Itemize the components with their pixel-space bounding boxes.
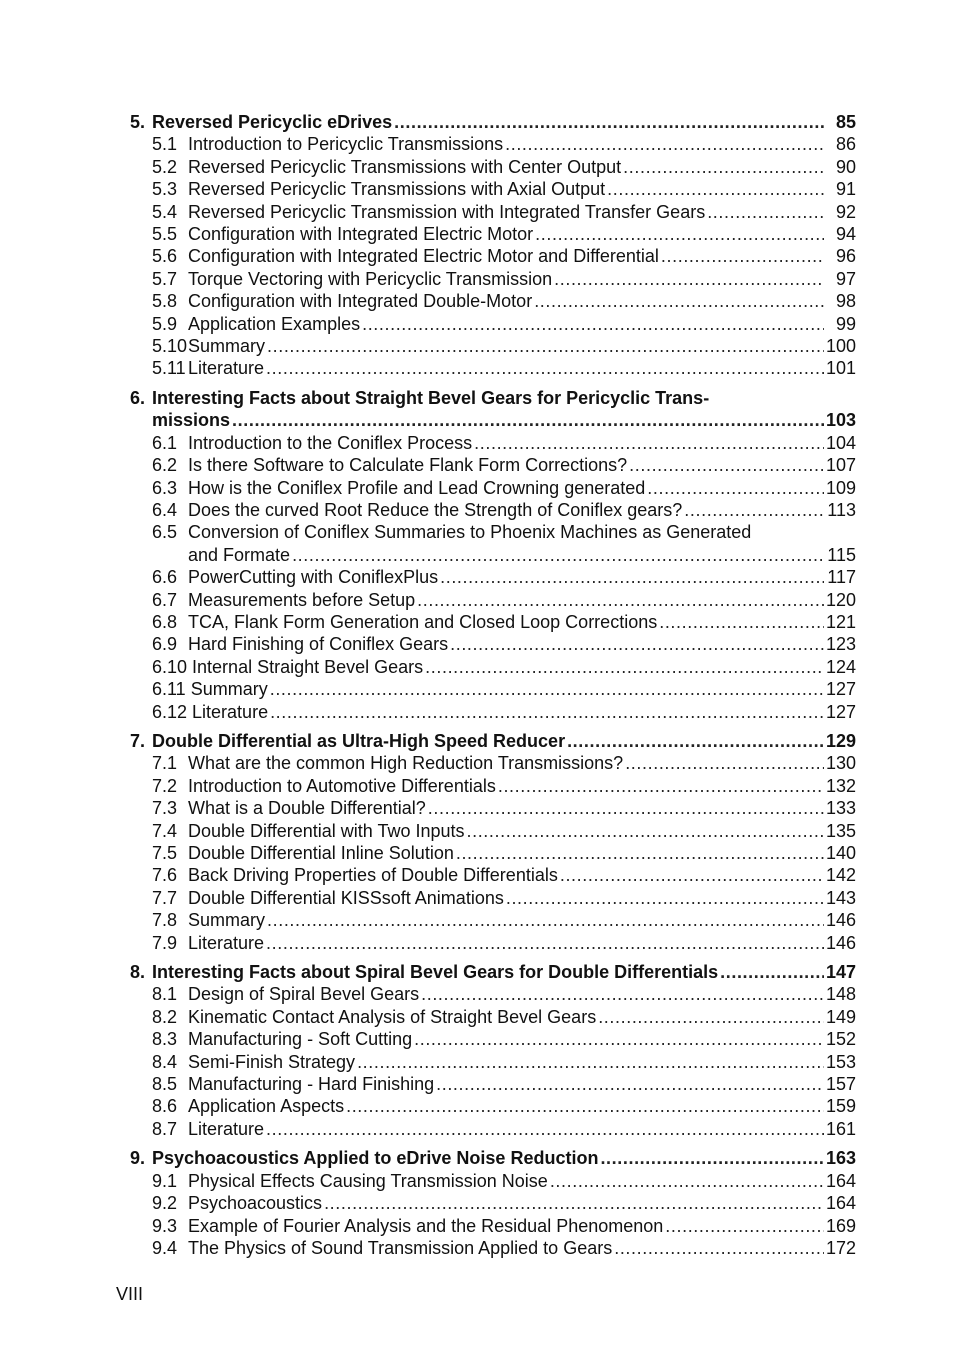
section-page: 101 bbox=[825, 358, 856, 379]
section-number: 8.1 bbox=[152, 984, 178, 1005]
toc-entry[interactable] bbox=[130, 133, 856, 155]
dot-leader bbox=[436, 1073, 824, 1095]
chapter-page: 85 bbox=[835, 112, 856, 132]
toc-entry[interactable] bbox=[130, 454, 856, 476]
dot-leader bbox=[292, 544, 824, 566]
section-page: 164 bbox=[825, 1170, 856, 1191]
section-page: 169 bbox=[825, 1215, 856, 1236]
section-number: 6.9 bbox=[152, 634, 178, 655]
section-title: Application Aspects bbox=[188, 1096, 345, 1117]
section-number: 9.2 bbox=[152, 1193, 178, 1214]
toc-entry[interactable] bbox=[130, 1118, 856, 1140]
dot-leader bbox=[414, 1028, 824, 1050]
chapter-heading-continued[interactable] bbox=[130, 409, 856, 431]
section-page: 159 bbox=[825, 1096, 856, 1117]
section-number: 6.3 bbox=[152, 477, 178, 498]
dot-leader bbox=[266, 357, 824, 379]
section-page: 86 bbox=[835, 134, 856, 155]
dot-leader bbox=[450, 633, 824, 655]
section-number: 6.1 bbox=[152, 432, 178, 453]
section-number: 5.6 bbox=[152, 246, 178, 267]
section-title: Torque Vectoring with Pericyclic Transmission bbox=[188, 268, 553, 289]
section-page: 161 bbox=[825, 1118, 856, 1139]
toc-chapter bbox=[130, 387, 856, 723]
dot-leader bbox=[456, 842, 824, 864]
toc-entry[interactable] bbox=[130, 909, 856, 931]
section-number: 7.8 bbox=[152, 910, 178, 931]
chapter-number: 5. bbox=[130, 112, 146, 132]
section-page: 146 bbox=[825, 910, 856, 931]
chapter-page: 103 bbox=[825, 410, 856, 431]
chapter-title: Interesting Facts about Spiral Bevel Gears for Double Differentials bbox=[152, 962, 719, 983]
dot-leader bbox=[554, 268, 824, 290]
chapter-heading[interactable] bbox=[130, 387, 856, 409]
section-page: 120 bbox=[825, 589, 856, 610]
section-title: Measurements before Setup bbox=[188, 589, 416, 610]
section-title: Reversed Pericyclic Transmissions with Center Output bbox=[188, 156, 622, 177]
section-page: 132 bbox=[825, 775, 856, 796]
dot-leader bbox=[270, 701, 824, 723]
toc-entry[interactable] bbox=[130, 1051, 856, 1073]
section-number: 7.4 bbox=[152, 820, 178, 841]
dot-leader bbox=[659, 611, 824, 633]
dot-leader bbox=[505, 133, 824, 155]
dot-leader bbox=[417, 589, 824, 611]
dot-leader bbox=[346, 1095, 824, 1117]
dot-leader bbox=[665, 1215, 824, 1237]
section-number: 9.1 bbox=[152, 1170, 178, 1191]
section-page: 117 bbox=[827, 567, 856, 588]
toc-entry[interactable] bbox=[130, 864, 856, 886]
chapter-title: Psychoacoustics Applied to eDrive Noise Reduction bbox=[152, 1148, 599, 1169]
dot-leader bbox=[684, 499, 824, 521]
chapter-number: 7. bbox=[130, 730, 146, 751]
toc-entry[interactable] bbox=[130, 432, 856, 454]
toc-entry[interactable] bbox=[130, 156, 856, 178]
section-page: 99 bbox=[835, 313, 856, 334]
dot-leader bbox=[428, 797, 824, 819]
section-title: Semi-Finish Strategy bbox=[188, 1051, 356, 1072]
section-title: TCA, Flank Form Generation and Closed Loop Corrections bbox=[188, 611, 658, 632]
chapter-title-continued: missions bbox=[152, 410, 231, 431]
section-number: 8.5 bbox=[152, 1074, 178, 1095]
toc-chapter bbox=[130, 1147, 856, 1259]
dot-leader bbox=[623, 156, 824, 178]
dot-leader bbox=[362, 313, 824, 335]
section-title: Manufacturing - Soft Cutting bbox=[188, 1029, 413, 1050]
toc-entry[interactable] bbox=[130, 335, 856, 357]
section-number: 5.4 bbox=[152, 201, 178, 222]
dot-leader bbox=[357, 1051, 824, 1073]
dot-leader bbox=[625, 752, 824, 774]
section-page: 109 bbox=[825, 477, 856, 498]
section-title: How is the Coniflex Profile and Lead Crowning generated bbox=[188, 477, 646, 498]
chapter-number: 6. bbox=[130, 387, 146, 408]
dot-leader bbox=[440, 566, 824, 588]
dot-leader bbox=[647, 477, 824, 499]
toc-entry[interactable] bbox=[130, 887, 856, 909]
section-title: What are the common High Reduction Transmissions? bbox=[188, 753, 624, 774]
toc-entry[interactable] bbox=[130, 201, 856, 223]
toc-entry[interactable] bbox=[130, 1095, 856, 1117]
section-page: 148 bbox=[825, 984, 856, 1005]
section-number: 7.1 bbox=[152, 753, 178, 774]
toc-chapter bbox=[130, 730, 856, 954]
section-number: 5.7 bbox=[152, 268, 178, 289]
toc-entry[interactable] bbox=[130, 820, 856, 842]
chapter-page: 147 bbox=[825, 962, 856, 983]
section-title: Double Differential KISSsoft Animations bbox=[188, 887, 504, 908]
section-number: 7.7 bbox=[152, 887, 178, 908]
dot-leader bbox=[266, 932, 824, 954]
section-title: PowerCutting with ConiflexPlus bbox=[188, 567, 439, 588]
section-title: Does the curved Root Reduce the Strength of Coniflex gears? bbox=[188, 499, 683, 520]
toc-entry[interactable] bbox=[130, 223, 856, 245]
chapter-heading[interactable] bbox=[130, 111, 856, 133]
toc-entry-continued[interactable] bbox=[130, 544, 856, 566]
chapter-page: 163 bbox=[825, 1148, 856, 1169]
toc-entry[interactable] bbox=[130, 775, 856, 797]
dot-leader bbox=[661, 245, 824, 267]
chapter-title: Reversed Pericyclic eDrives bbox=[152, 112, 393, 132]
section-title: Psychoacoustics bbox=[188, 1193, 323, 1214]
section-number: 7.6 bbox=[152, 865, 178, 886]
section-title: Configuration with Integrated Electric Motor bbox=[188, 224, 534, 245]
toc-entry[interactable] bbox=[130, 268, 856, 290]
section-number: 7.3 bbox=[152, 798, 178, 819]
toc-entry[interactable] bbox=[130, 701, 856, 723]
section-number: 7.2 bbox=[152, 775, 178, 796]
chapter-heading[interactable] bbox=[130, 730, 856, 752]
section-page: 104 bbox=[825, 432, 856, 453]
section-page: 130 bbox=[825, 753, 856, 774]
section-page: 97 bbox=[835, 268, 856, 289]
section-page: 100 bbox=[825, 336, 856, 357]
section-page: 94 bbox=[835, 224, 856, 245]
section-number: 9.3 bbox=[152, 1215, 178, 1236]
dot-leader bbox=[534, 290, 824, 312]
toc-entry[interactable] bbox=[130, 245, 856, 267]
dot-leader bbox=[474, 432, 824, 454]
toc-entry[interactable] bbox=[130, 678, 856, 700]
section-page: 140 bbox=[825, 843, 856, 863]
section-page: 133 bbox=[825, 798, 856, 819]
section-title: 6.11 Summary bbox=[152, 679, 268, 700]
section-page: 92 bbox=[835, 201, 856, 222]
section-page: 127 bbox=[825, 701, 856, 722]
section-number: 6.2 bbox=[152, 455, 178, 476]
chapter-title: Interesting Facts about Straight Bevel Gears for Pericyclic Trans- bbox=[152, 387, 710, 408]
section-title: Is there Software to Calculate Flank Form Corrections? bbox=[188, 455, 628, 476]
dot-leader bbox=[394, 111, 824, 133]
section-number: 8.7 bbox=[152, 1118, 178, 1139]
dot-leader bbox=[598, 1006, 824, 1028]
section-page: 127 bbox=[825, 679, 856, 700]
toc-entry[interactable] bbox=[130, 499, 856, 521]
section-title: Literature bbox=[188, 1118, 265, 1139]
page-folio: VIII bbox=[116, 1284, 144, 1304]
section-title: Reversed Pericyclic Transmissions with Axial Output bbox=[188, 179, 606, 200]
section-title: Introduction to the Coniflex Process bbox=[188, 432, 473, 453]
toc-entry[interactable] bbox=[130, 932, 856, 954]
section-title: The Physics of Sound Transmission Applied to Gears bbox=[188, 1237, 613, 1258]
section-title: 6.10 Internal Straight Bevel Gears bbox=[152, 656, 424, 677]
section-number: 6.4 bbox=[152, 499, 178, 520]
section-title: Summary bbox=[188, 910, 266, 931]
dot-leader bbox=[266, 1118, 824, 1140]
section-title: Application Examples bbox=[188, 313, 361, 334]
toc-entry[interactable] bbox=[130, 313, 856, 335]
section-number: 5.2 bbox=[152, 156, 178, 177]
section-title: Literature bbox=[188, 358, 265, 379]
toc-entry[interactable] bbox=[130, 633, 856, 655]
section-page: 152 bbox=[825, 1029, 856, 1050]
section-page: 124 bbox=[825, 656, 856, 677]
section-page: 96 bbox=[835, 246, 856, 267]
dot-leader bbox=[270, 678, 824, 700]
chapter-number: 8. bbox=[130, 962, 146, 983]
section-number: 6.6 bbox=[152, 567, 178, 588]
section-number: 5.1 bbox=[152, 134, 178, 155]
toc-entry[interactable] bbox=[130, 983, 856, 1005]
section-page: 157 bbox=[825, 1074, 856, 1095]
section-title: Summary bbox=[188, 336, 266, 357]
toc-entry[interactable] bbox=[130, 589, 856, 611]
section-number: 8.3 bbox=[152, 1029, 178, 1050]
section-page: 164 bbox=[825, 1193, 856, 1214]
dot-leader bbox=[535, 223, 824, 245]
section-title: Configuration with Integrated Double-Motor bbox=[188, 291, 533, 312]
section-page: 153 bbox=[825, 1051, 856, 1072]
section-page: 115 bbox=[827, 544, 856, 565]
section-number: 6.5 bbox=[152, 522, 178, 543]
toc-entry[interactable] bbox=[130, 1170, 856, 1192]
table-of-contents bbox=[130, 111, 856, 1266]
section-number: 8.4 bbox=[152, 1051, 178, 1072]
section-number: 5.11 bbox=[152, 358, 186, 379]
dot-leader bbox=[467, 820, 824, 842]
section-number: 5.9 bbox=[152, 313, 178, 334]
dot-leader bbox=[267, 335, 824, 357]
toc-entry[interactable] bbox=[130, 656, 856, 678]
section-page: 143 bbox=[825, 887, 856, 908]
toc-entry[interactable] bbox=[130, 1237, 856, 1259]
toc-entry[interactable] bbox=[130, 1028, 856, 1050]
chapter-page: 129 bbox=[825, 730, 856, 751]
dot-leader bbox=[425, 656, 824, 678]
dot-leader bbox=[600, 1147, 824, 1169]
section-title: Literature bbox=[188, 932, 265, 953]
section-title: Kinematic Contact Analysis of Straight Bevel Gears bbox=[188, 1006, 597, 1027]
dot-leader bbox=[720, 961, 824, 983]
dot-leader bbox=[607, 178, 824, 200]
chapter-heading[interactable] bbox=[130, 1147, 856, 1169]
section-page: 172 bbox=[825, 1237, 856, 1258]
section-number: 7.5 bbox=[152, 843, 178, 863]
section-title: Configuration with Integrated Electric Motor and Differential bbox=[188, 246, 659, 267]
section-number: 5.5 bbox=[152, 224, 178, 245]
toc-entry[interactable] bbox=[130, 477, 856, 499]
toc-entry[interactable] bbox=[130, 1215, 856, 1237]
toc-chapter bbox=[130, 961, 856, 1140]
dot-leader bbox=[567, 730, 824, 752]
toc-entry[interactable] bbox=[130, 521, 856, 543]
section-page: 91 bbox=[835, 179, 856, 200]
section-title: Physical Effects Causing Transmission Noise bbox=[188, 1170, 548, 1191]
section-number: 8.2 bbox=[152, 1006, 178, 1027]
chapter-title: Double Differential as Ultra-High Speed Reducer bbox=[152, 730, 566, 751]
dot-leader bbox=[324, 1192, 824, 1214]
toc-entry[interactable] bbox=[130, 1073, 856, 1095]
section-page: 123 bbox=[825, 634, 856, 655]
section-title: Manufacturing - Hard Finishing bbox=[188, 1074, 435, 1095]
toc-entry[interactable] bbox=[130, 1192, 856, 1214]
section-title: Double Differential Inline Solution bbox=[188, 843, 454, 863]
dot-leader bbox=[560, 864, 824, 886]
section-number: 5.10 bbox=[152, 336, 188, 357]
toc-chapter bbox=[130, 111, 856, 380]
section-title: What is a Double Differential? bbox=[188, 798, 426, 819]
toc-entry[interactable] bbox=[130, 566, 856, 588]
toc-entry[interactable] bbox=[130, 1006, 856, 1028]
toc-entry[interactable] bbox=[130, 357, 856, 379]
section-title: Double Differential with Two Inputs bbox=[188, 820, 465, 841]
dot-leader bbox=[506, 887, 824, 909]
section-title: Conversion of Coniflex Summaries to Phoenix Machines as Generated bbox=[188, 522, 752, 543]
section-page: 98 bbox=[835, 291, 856, 312]
chapter-heading[interactable] bbox=[130, 961, 856, 983]
section-number: 6.7 bbox=[152, 589, 178, 610]
section-page: 107 bbox=[825, 455, 856, 476]
section-page: 113 bbox=[827, 499, 856, 520]
section-title: Design of Spiral Bevel Gears bbox=[188, 984, 420, 1005]
section-title: Reversed Pericyclic Transmission with Integrated Transfer Gears bbox=[188, 201, 706, 222]
dot-leader bbox=[232, 409, 824, 431]
section-title: Back Driving Properties of Double Differentials bbox=[188, 865, 558, 886]
toc-entry[interactable] bbox=[130, 842, 856, 864]
toc-entry[interactable] bbox=[130, 797, 856, 819]
toc-entry[interactable] bbox=[130, 752, 856, 774]
dot-leader bbox=[498, 775, 824, 797]
dot-leader bbox=[614, 1237, 824, 1259]
section-number: 9.4 bbox=[152, 1237, 178, 1258]
dot-leader bbox=[629, 454, 824, 476]
section-number: 7.9 bbox=[152, 932, 178, 953]
toc-entry[interactable] bbox=[130, 178, 856, 200]
section-number: 5.8 bbox=[152, 291, 178, 312]
section-number: 8.6 bbox=[152, 1096, 178, 1117]
section-page: 146 bbox=[825, 932, 856, 953]
dot-leader bbox=[267, 909, 824, 931]
dot-leader bbox=[550, 1170, 824, 1192]
section-title: 6.12 Literature bbox=[152, 701, 269, 722]
section-title: Example of Fourier Analysis and the Residual Phenomenon bbox=[188, 1215, 664, 1236]
section-title: Introduction to Pericyclic Transmissions bbox=[188, 134, 504, 155]
dot-leader bbox=[707, 201, 824, 223]
chapter-number: 9. bbox=[130, 1148, 146, 1169]
toc-entry[interactable] bbox=[130, 611, 856, 633]
section-title: Introduction to Automotive Differentials bbox=[188, 775, 496, 796]
section-number: 6.8 bbox=[152, 611, 178, 632]
section-page: 142 bbox=[825, 865, 856, 886]
section-page: 90 bbox=[835, 156, 856, 177]
section-page: 149 bbox=[825, 1006, 856, 1027]
section-page: 135 bbox=[825, 820, 856, 841]
section-title: Hard Finishing of Coniflex Gears bbox=[188, 634, 449, 655]
section-title-continued: and Formate bbox=[188, 544, 291, 565]
section-number: 5.3 bbox=[152, 179, 178, 200]
section-page: 121 bbox=[825, 611, 856, 632]
toc-entry[interactable] bbox=[130, 290, 856, 312]
dot-leader bbox=[421, 983, 824, 1005]
